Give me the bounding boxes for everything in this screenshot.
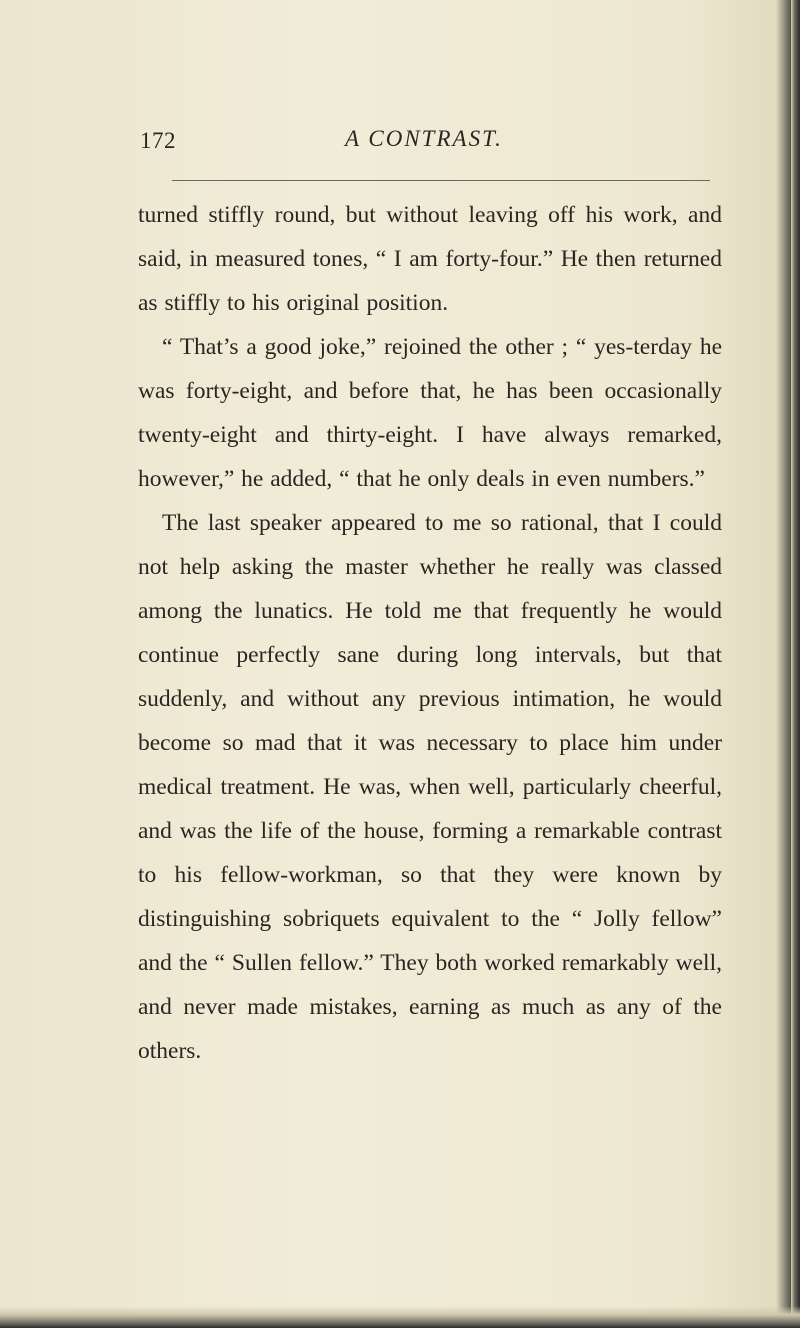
body-text	[138, 193, 722, 1073]
running-title: A CONTRAST.	[345, 126, 503, 151]
page-edge-shadow	[791, 0, 800, 1328]
paragraph: The last speaker appeared to me so rational, that I could not help asking the master whether he really was classed among the lunatics. He told me that frequently he would continue perfectly sane during long intervals, but that suddenly, and without any previous intimation, he would become so mad that it was necessary to place him under medical treatment. He was, when well, particularly cheerful, and was the life of the house, forming a remarkable contrast to his fellow-workman, so that they were known by distinguishing sobriquets equivalent to the “ Jolly fellow” and the “ Sullen fellow.” They both worked remarkably well, and never made mistakes, earning as much as any of the others.	[138, 510, 722, 1064]
page-bottom-shadow	[0, 1306, 800, 1328]
paragraph: turned stiffly round, but without leaving off his work, and said, in measured tones, “ I am forty-four.” He then returned as stiffly to his original position.	[138, 202, 722, 316]
page-number: 172	[140, 128, 176, 153]
header-rule	[172, 180, 710, 181]
paragraph: “ That’s a good joke,” rejoined the other ; “ yes-terday he was forty-eight, and before that, he has been occasionally twenty-eight and thirty-eight. I have always remarked, however,” he added, “ that he only deals in even numbers.”	[138, 334, 722, 492]
